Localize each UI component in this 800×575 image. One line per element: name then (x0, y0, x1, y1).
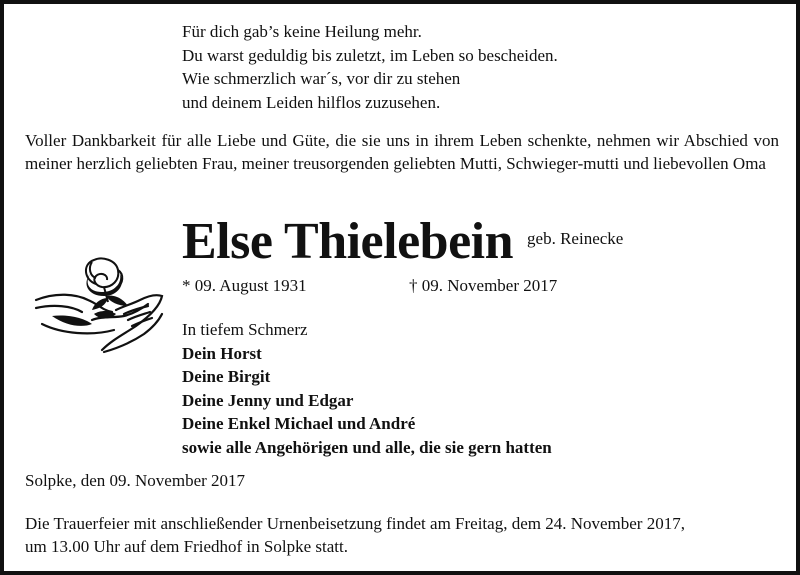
poem (182, 20, 558, 114)
deceased-name: Else Thielebein (182, 213, 514, 270)
poem-line: Du warst geduldig bis zuletzt, im Leben so bescheiden. (182, 45, 558, 65)
funeral-line: Die Trauerfeier mit anschließender Urnenbeisetzung findet am Freitag, dem 24. November 2017, (25, 514, 685, 533)
poem-line: und deinem Leiden hilflos zuzusehen. (182, 92, 441, 112)
mourner-name: Deine Jenny und Edgar (182, 390, 354, 410)
mourners (182, 318, 552, 459)
funeral-notice (25, 512, 785, 558)
birth-name: geb. Reinecke (527, 229, 624, 248)
mourner-name: Dein Horst (182, 343, 262, 363)
death-date: † 09. November 2017 (409, 276, 558, 295)
mourner-name: sowie alle Angehörigen und alle, die sie gern hatten (182, 437, 552, 457)
poem-line: Für dich gab’s keine Heilung mehr. (182, 22, 422, 41)
birth-date: * 09. August 1931 (182, 276, 307, 295)
place-date: Solpke, den 09. November 2017 (25, 471, 246, 490)
mourner-name: Deine Enkel Michael und André (182, 414, 416, 433)
poem-line: Wie schmerzlich war´s, vor dir zu stehen (182, 69, 461, 88)
mourners-heading: In tiefem Schmerz (182, 320, 308, 339)
funeral-line: um 13.00 Uhr auf dem Friedhof in Solpke statt. (25, 537, 348, 556)
deceased-name-row (182, 212, 623, 272)
mourner-name: Deine Birgit (182, 367, 271, 386)
rose-in-hands-icon (32, 254, 168, 362)
intro-text: Voller Dankbarkeit für alle Liebe und Güte, die sie uns in ihrem Leben schenkte, nehmen wir Abschied von meiner herzlich geliebten Frau, meiner treusorgenden geliebten Mutti, Schwieger-mutti und liebevollen Oma (25, 131, 779, 173)
